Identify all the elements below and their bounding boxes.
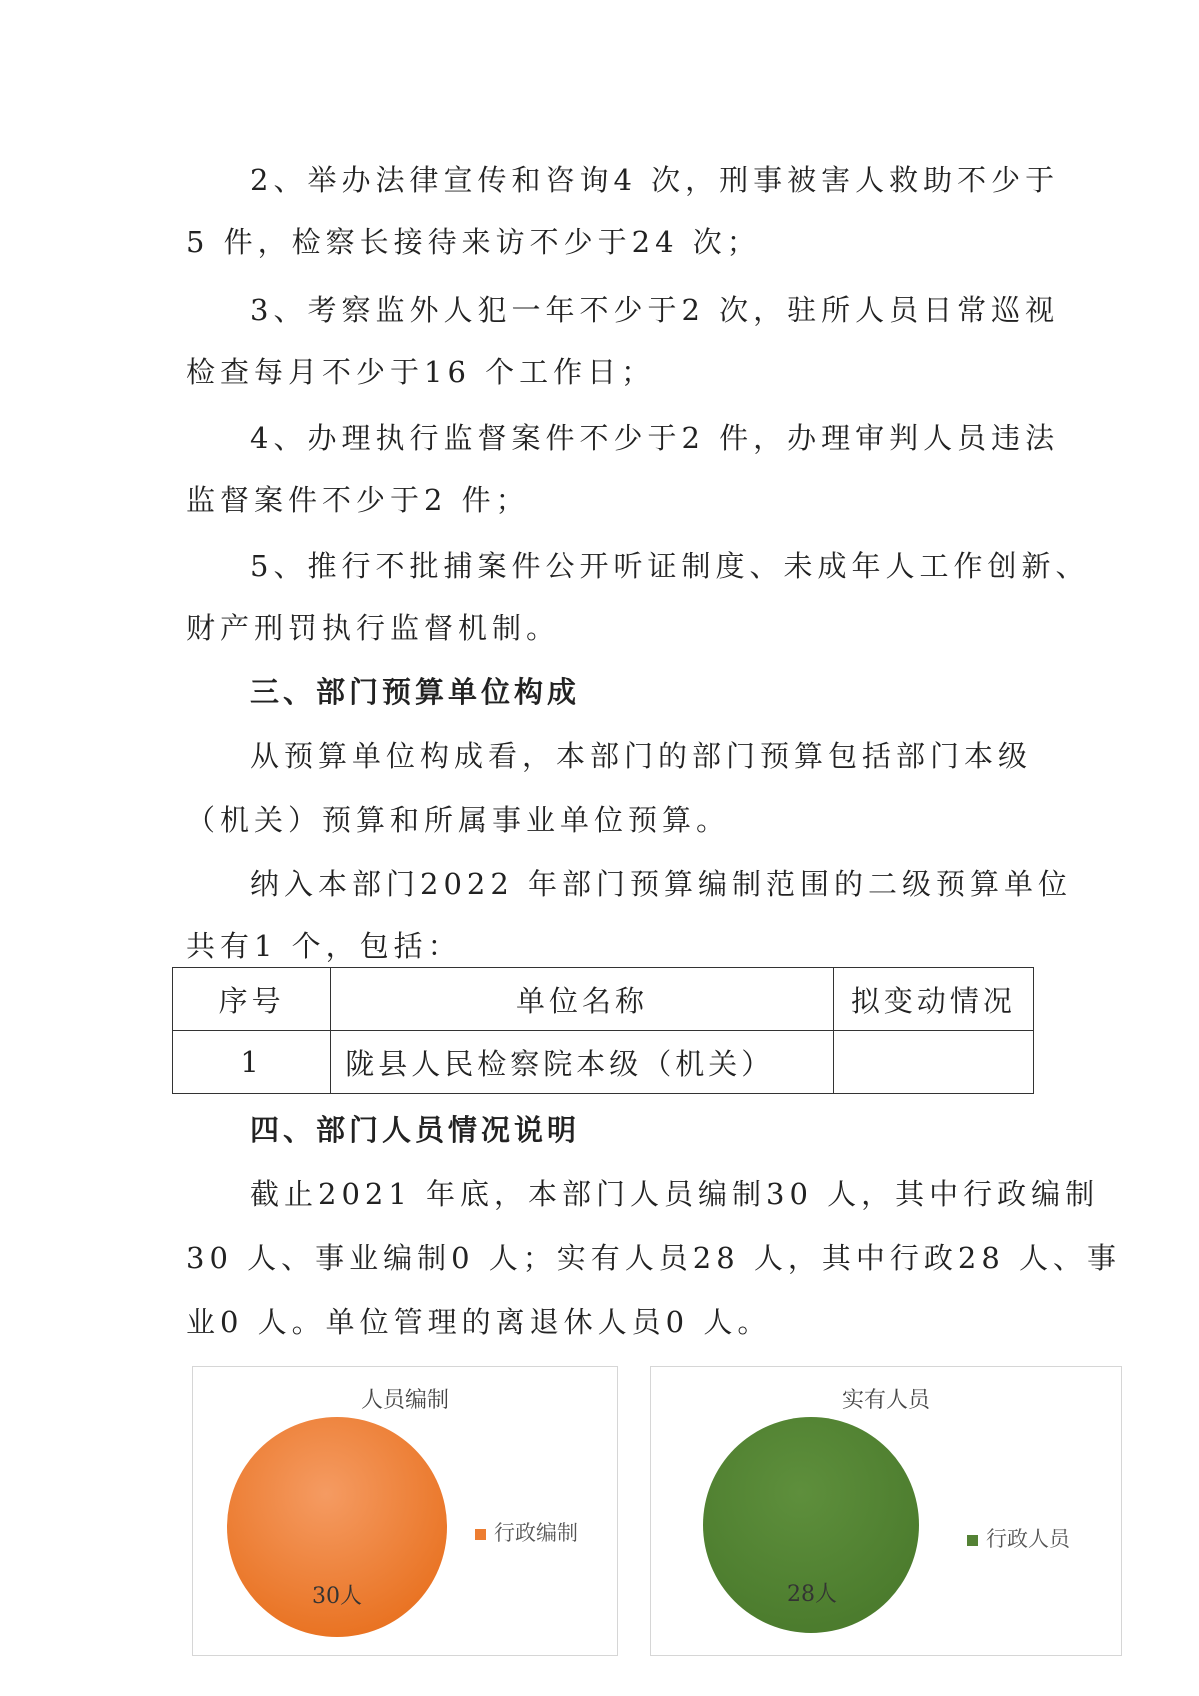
chart-title: 实有人员	[841, 1388, 930, 1413]
staffing-quota-chart	[192, 1366, 618, 1656]
paragraph-3-line-1: 3、考察监外人犯一年不少于2 次，驻所人员日常巡视	[250, 293, 1060, 327]
pie-svg	[193, 1367, 617, 1655]
paragraph-4-line-1: 4、办理执行监督案件不少于2 件，办理审判人员违法	[250, 421, 1060, 455]
pie-data-label: 28人	[787, 1582, 837, 1607]
pie-data-label: 30人	[312, 1584, 362, 1609]
paragraph-6-line-1: 从预算单位构成看，本部门的部门预算包括部门本级	[250, 739, 1033, 773]
legend-label: 行政人员	[986, 1527, 1070, 1551]
paragraph-8-line-3: 业0 人。单位管理的离退休人员0 人。	[186, 1305, 772, 1339]
paragraph-2-line-1: 2、举办法律宣传和咨询4 次，刑事被害人救助不少于	[250, 163, 1060, 197]
paragraph-4-line-2: 监督案件不少于2 件；	[186, 483, 530, 517]
legend-swatch	[475, 1529, 486, 1540]
legend-swatch	[967, 1535, 978, 1546]
paragraph-7-line-2: 共有1 个，包括：	[186, 929, 462, 963]
chart-legend	[475, 1517, 578, 1547]
paragraph-3-line-2: 检查每月不少于16 个工作日；	[186, 355, 656, 389]
table-header-change: 拟变动情况	[833, 968, 1033, 1031]
table-row	[173, 1031, 1034, 1094]
paragraph-5-line-2: 财产刑罚执行监督机制。	[186, 611, 561, 645]
table-header-unit-name: 单位名称	[331, 968, 834, 1031]
pie-svg	[651, 1367, 1121, 1655]
table-cell-unit-name: 陇县人民检察院本级（机关）	[331, 1031, 834, 1094]
section-heading-4: 四、部门人员情况说明	[250, 1113, 581, 1147]
section-heading-3: 三、部门预算单位构成	[250, 675, 581, 709]
paragraph-6-line-2: （机关）预算和所属事业单位预算。	[186, 803, 731, 837]
actual-staff-chart	[650, 1366, 1122, 1656]
table-header-row	[173, 968, 1034, 1031]
table-cell-index: 1	[173, 1031, 331, 1094]
table-cell-change	[833, 1031, 1033, 1094]
paragraph-2-line-2: 5 件，检察长接待来访不少于24 次；	[186, 225, 761, 259]
legend-label: 行政编制	[494, 1521, 578, 1545]
paragraph-8-line-1: 截止2021 年底，本部门人员编制30 人，其中行政编制	[250, 1177, 1100, 1211]
chart-legend	[967, 1523, 1070, 1553]
paragraph-5-line-1: 5、推行不批捕案件公开听证制度、未成年人工作创新、	[250, 549, 1090, 583]
table-header-index: 序号	[173, 968, 331, 1031]
paragraph-7-line-1: 纳入本部门2022 年部门预算编制范围的二级预算单位	[250, 867, 1073, 901]
budget-unit-table	[172, 967, 1034, 1094]
paragraph-8-line-2: 30 人、事业编制0 人；实有人员28 人，其中行政28 人、事	[186, 1241, 1122, 1275]
chart-title: 人员编制	[360, 1388, 449, 1413]
